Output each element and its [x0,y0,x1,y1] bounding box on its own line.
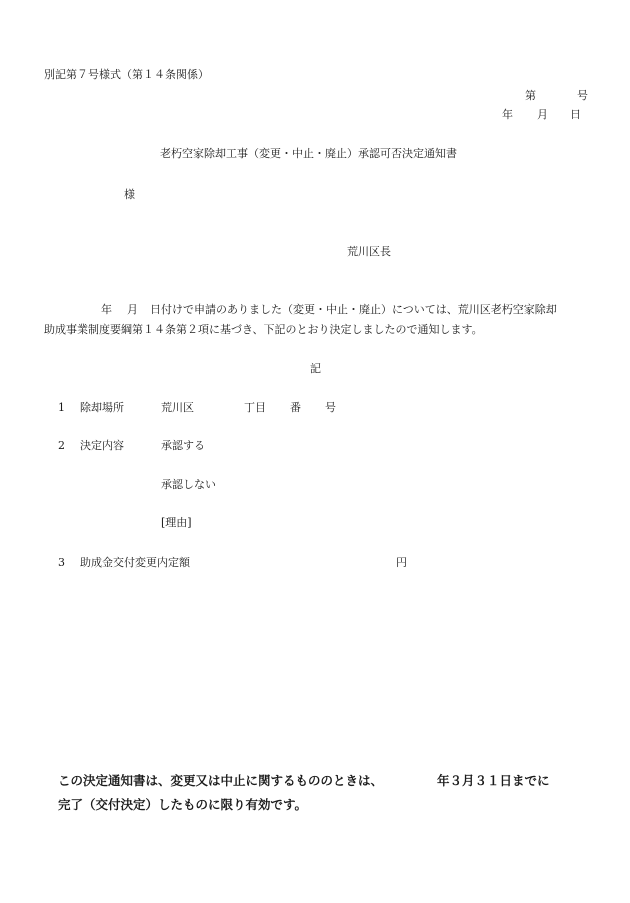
item1-chome: 丁目 [244,401,266,414]
item2-reject: 承認しない [161,478,216,491]
ki-heading: 記 [310,362,321,375]
form-label: 別記第７号様式（第１４条関係） [44,68,209,81]
item3-unit: 円 [396,556,407,569]
item2-approve: 承認する [161,439,205,452]
date-month: 月 [537,108,548,121]
footer-note-line2: 完了（交付決定）したものに限り有効です。 [58,797,308,812]
doc-number-dai: 第 [525,89,536,102]
footer-note-deadline: 年３月３１日までに [437,773,550,788]
item1-ban: 番 [290,401,301,414]
footer-note-line1: この決定通知書は、変更又は中止に関するもののときは、 [58,773,384,788]
item1-ward: 荒川区 [161,401,194,414]
item2-label: 決定内容 [80,439,124,452]
item2-reason: [理由] [161,516,192,529]
doc-number-go: 号 [577,89,588,102]
item1-label: 除却場所 [80,401,124,414]
issuer: 荒川区長 [347,245,391,258]
date-year: 年 [502,108,513,121]
document-title: 老朽空家除却工事（変更・中止・廃止）承認可否決定通知書 [160,147,457,160]
body-month: 月 [127,303,138,316]
item3-number: 3 [58,556,65,569]
addressee-suffix: 様 [124,188,135,201]
body-line2: 助成事業制度要綱第１４条第２項に基づき、下記のとおり決定しましたので通知します。 [44,323,483,336]
date-day: 日 [570,108,581,121]
item2-number: 2 [58,439,65,452]
item3-label: 助成金交付変更内定額 [80,556,190,569]
body-year: 年 [101,303,112,316]
item1-number: 1 [58,401,65,414]
item1-go: 号 [325,401,336,414]
body-line1: 日付けで申請のありました（変更・中止・廃止）については、荒川区老朽空家除却 [150,303,557,316]
